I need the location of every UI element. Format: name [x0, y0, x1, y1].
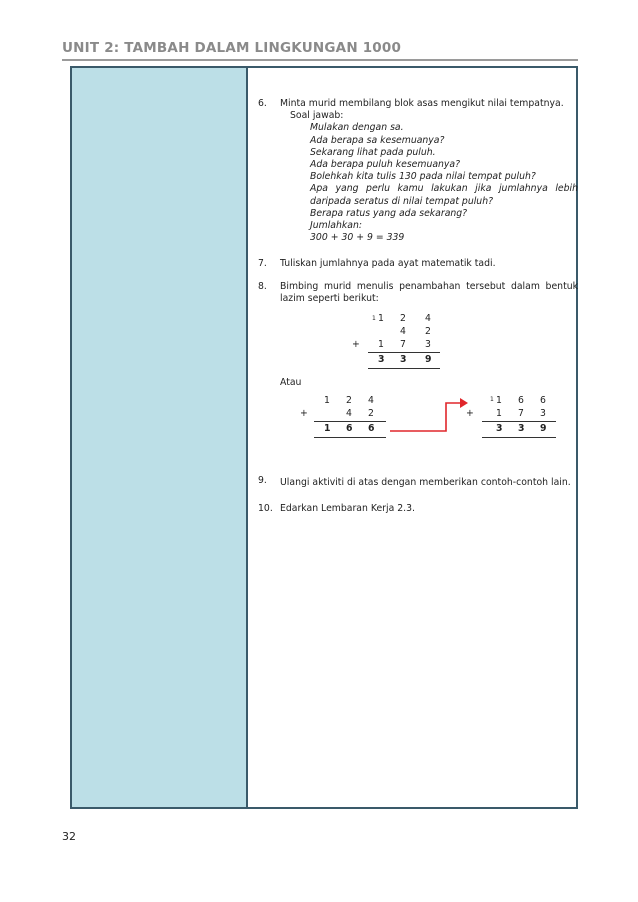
digit: 4 — [346, 408, 352, 420]
result-underline — [482, 437, 556, 438]
question-line: Ada berapa puluh kesemuanya? — [310, 159, 461, 171]
step-text: Edarkan Lembaran Kerja 2.3. — [280, 503, 415, 515]
result-underline — [314, 437, 386, 438]
digit: 3 — [425, 339, 431, 351]
step-number: 6. — [258, 98, 267, 109]
result-digit: 9 — [540, 423, 547, 435]
digit: 1 — [324, 395, 330, 407]
soal-jawab-label: Soal jawab: — [290, 110, 344, 122]
result-digit: 3 — [518, 423, 525, 435]
digit: 7 — [518, 408, 524, 420]
steps-column — [258, 98, 578, 525]
step-number: 9. — [258, 475, 267, 487]
digit: 3 — [540, 408, 546, 420]
digit: 1 — [496, 395, 502, 407]
step-6 — [258, 98, 578, 244]
carry-digit: 1 — [372, 315, 376, 323]
digit: 2 — [368, 408, 374, 420]
arrow-icon — [390, 395, 470, 443]
result-digit: 1 — [324, 423, 331, 435]
main-addition — [280, 313, 578, 371]
atau-label: Atau — [280, 377, 302, 389]
step-9 — [258, 475, 578, 491]
result-digit: 3 — [378, 354, 385, 366]
page-number: 32 — [62, 830, 76, 843]
sum-line — [314, 421, 386, 422]
step-8 — [258, 281, 578, 466]
result-digit: 3 — [496, 423, 503, 435]
result-digit: 6 — [346, 423, 353, 435]
question-line: Berapa ratus yang ada sekarang? — [310, 207, 468, 219]
step-number: 10. — [258, 503, 273, 515]
header-rule — [62, 59, 578, 61]
equation-line: 300 + 30 + 9 = 339 — [310, 232, 405, 244]
digit: 2 — [400, 313, 406, 325]
digit: 6 — [540, 395, 546, 407]
question-line: Mulakan dengan sa. — [310, 122, 404, 134]
digit: 2 — [346, 395, 352, 407]
question-line: Apa yang perlu kamu lakukan jika jumlahnya lebih daripada seratus di nilai tempat puluh? — [310, 183, 578, 207]
step-number: 7. — [258, 258, 267, 270]
digit: 7 — [400, 339, 406, 351]
unit-title: UNIT 2: TAMBAH DALAM LINGKUNGAN 1000 — [62, 40, 402, 56]
question-line: Bolehkah kita tulis 130 pada nilai tempat puluh? — [310, 171, 536, 183]
digit: 4 — [400, 326, 406, 338]
step-text: Ulangi aktiviti di atas dengan memberikan contoh-contoh lain. — [280, 477, 571, 489]
question-line: Ada berapa sa kesemuanya? — [310, 134, 445, 146]
result-underline — [368, 368, 440, 369]
digit: 4 — [425, 313, 431, 325]
step-text: Tuliskan jumlahnya pada ayat matematik tadi. — [280, 258, 496, 270]
plus-sign: + — [466, 408, 474, 420]
step-7 — [258, 258, 578, 270]
digit: 2 — [425, 326, 431, 338]
digit: 1 — [496, 408, 502, 420]
question-line: Sekarang lihat pada puluh. — [310, 146, 436, 158]
carry-digit: 1 — [490, 396, 494, 404]
alternative-additions — [280, 395, 578, 465]
result-digit: 3 — [400, 354, 407, 366]
digit: 1 — [378, 313, 384, 325]
plus-sign: + — [300, 408, 308, 420]
sum-line — [482, 421, 556, 422]
question-line: Jumlahkan: — [310, 220, 362, 232]
digit: 1 — [378, 339, 384, 351]
step-text: Bimbing murid menulis penambahan tersebut dalam bentuk lazim seperti berikut: — [280, 280, 578, 304]
lesson-table — [70, 66, 578, 809]
left-column — [72, 68, 248, 807]
plus-sign: + — [352, 339, 360, 351]
result-digit: 6 — [368, 423, 375, 435]
step-10 — [258, 503, 578, 515]
sum-line — [368, 352, 440, 353]
result-digit: 9 — [425, 354, 432, 366]
step-number: 8. — [258, 280, 267, 292]
digit: 4 — [368, 395, 374, 407]
step-text: Minta murid membilang blok asas mengikut nilai tempatnya. — [280, 98, 564, 109]
digit: 6 — [518, 395, 524, 407]
